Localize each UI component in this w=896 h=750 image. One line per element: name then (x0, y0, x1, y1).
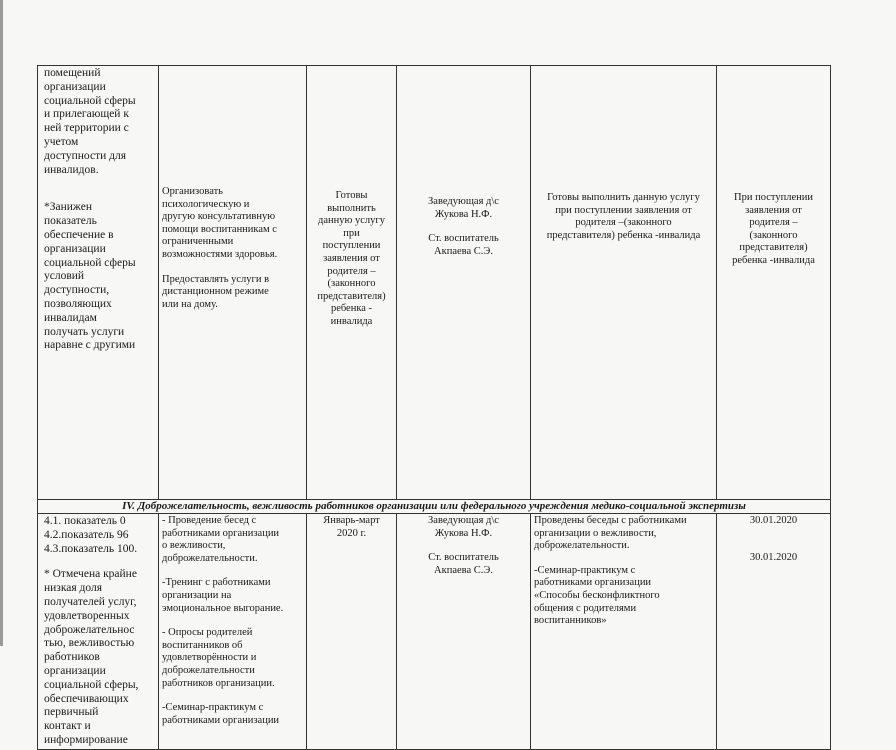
result-text: Готовы выполнить данную услугу при поступлении заявления от родителя –(законного представителя) ребенка -инвалида (546, 192, 701, 241)
measures-cell (159, 66, 307, 500)
deficiency-note: * Отмечена крайне низкая доля получателей услуг, удовлетворенных доброжелательнос тью, вежливостью работников организации социальной сферы, обеспечивающих первичный контакт и информирование (44, 568, 139, 746)
responsible-person: Ст. воспитатель Акпаева С.Э. (428, 552, 499, 576)
table-row (38, 514, 831, 750)
scan-edge-shadow (0, 0, 3, 646)
deadline-text: Готовы выполнить данную услугу при поступлении заявления от родителя – (законного представителя) ребенка - инвалида (317, 190, 386, 327)
responsible-person: Заведующая д\с Жукова Н.Ф. (428, 515, 499, 539)
deadline-cell (307, 514, 397, 750)
date-cell (717, 66, 831, 500)
measure-text: -Семинар-практикум с работниками организации (162, 702, 280, 726)
measures-cell (159, 514, 307, 750)
measure-text: Организовать психологическую и другую консультативную помощи воспитанникам с ограниченными возможностями здоровья. (162, 186, 278, 260)
measure-text: -Тренинг с работниками организации на эмоциональное выгорание. (162, 577, 284, 614)
result-cell (531, 66, 717, 500)
deficiency-cell (38, 66, 159, 500)
deficiency-cell (38, 514, 159, 750)
date-text: 30.01.2020 (749, 515, 798, 526)
section-row (38, 500, 831, 514)
deficiency-text: помещений организации социальной сферы и прилегающей к ней территории с учетом доступности для инвалидов. (44, 67, 136, 176)
result-text: Проведены беседы с работниками организации о вежливости, доброжелательности. (534, 515, 687, 552)
responsible-cell (397, 66, 531, 500)
date-text: При поступлении заявления от родителя – (законного представителя) ребенка -инвалида (732, 192, 815, 266)
deadline-cell (307, 66, 397, 500)
measures-table (37, 65, 831, 750)
result-text: -Семинар-практикум с работниками организации «Способы бесконфликтного общения с родителями воспитанников» (534, 564, 660, 627)
measure-text: Предоставлять услуги в дистанционном режиме или на дому. (162, 273, 270, 310)
responsible-person: Ст. воспитатель Акпаева С.Э. (428, 233, 499, 257)
responsible-cell (397, 514, 531, 750)
measure-text: - Опросы родителей воспитанников об удовлетворённости и доброжелательности работников организации. (162, 627, 275, 689)
deadline-text: Январь-март 2020 г. (323, 515, 380, 539)
result-cell (531, 514, 717, 750)
date-text: 30.01.2020 (749, 551, 798, 563)
table-row (38, 66, 831, 500)
date-cell (717, 514, 831, 750)
section-heading: IV. Доброжелательность, вежливость работников организации или федерального учреждения медико-социальной экспертизы (38, 500, 831, 514)
indicator-list: 4.1. показатель 0 4.2.показатель 96 4.3.показатель 100. (44, 515, 138, 555)
measure-text: - Проведение бесед с работниками организации о вежливости, доброжелательности. (162, 515, 280, 564)
deficiency-note: *Занижен показатель обеспечение в организации социальной сферы условий доступности, позволяющих инвалидам получать услуги наравне с другими (44, 201, 136, 352)
responsible-person: Заведующая д\с Жукова Н.Ф. (428, 196, 499, 220)
